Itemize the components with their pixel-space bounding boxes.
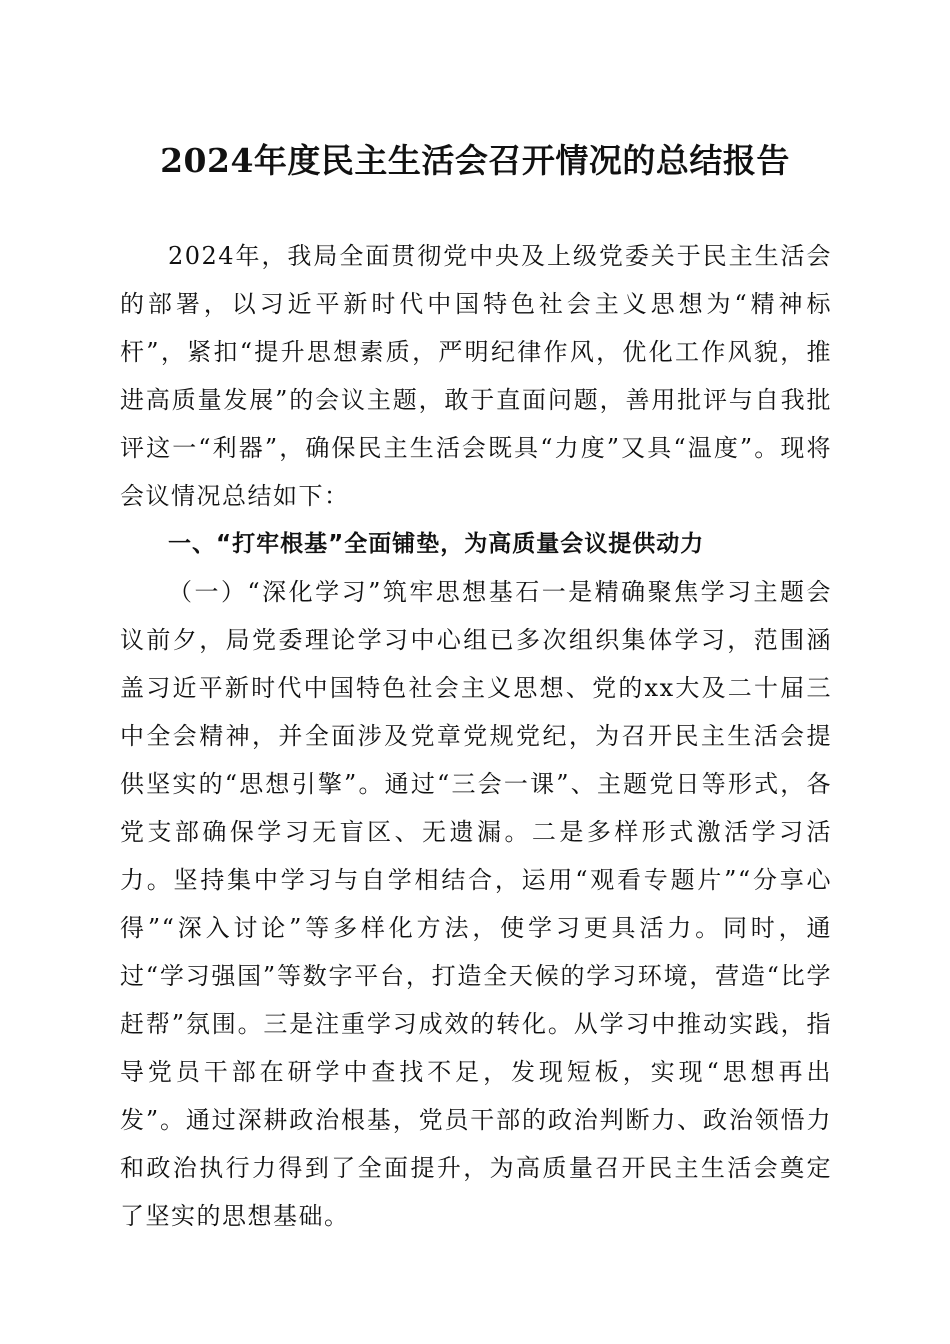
section-heading: 一、“打牢根基”全面铺垫，为高质量会议提供动力 [168,531,705,557]
intro-paragraph: 2024年，我局全面贯彻党中央及上级党委关于民主生活会的部署，以习近平新时代中国特色社会主义思想为“精神标杆”，紧扣“提升思想素质，严明纪律作风，优化工作风貌，推进高质量发展”的会议主题，敢于直面问题，善用批评与自我批评这一“利器”，确保民主生活会既具“力度”又具“温度”。现将会议情况总结如下： [120,242,832,510]
document-body [120,232,832,1240]
subsection-paragraph: （一）“深化学习”筑牢思想基石一是精确聚焦学习主题会议前夕，局党委理论学习中心组已多次组织集体学习，范围涵盖习近平新时代中国特色社会主义思想、党的xx大及二十届三中全会精神，并全面涉及党章党规党纪，为召开民主生活会提供坚实的“思想引擎”。通过“三会一课”、主题党日等形式，各党支部确保学习无盲区、无遗漏。二是多样形式激活学习活力。坚持集中学习与自学相结合，运用“观看专题片”“分享心得”“深入讨论”等多样化方法，使学习更具活力。同时，通过“学习强国”等数字平台，打造全天候的学习环境，营造“比学赶帮”氛围。三是注重学习成效的转化。从学习中推动实践，指导党员干部在研学中查找不足，发现短板，实现“思想再出发”。通过深耕政治根基，党员干部的政治判断力、政治领悟力和政治执行力得到了全面提升，为高质量召开民主生活会奠定了坚实的思想基础。 [120,578,832,1230]
document-title: 2024年度民主生活会召开情况的总结报告 [160,141,790,180]
